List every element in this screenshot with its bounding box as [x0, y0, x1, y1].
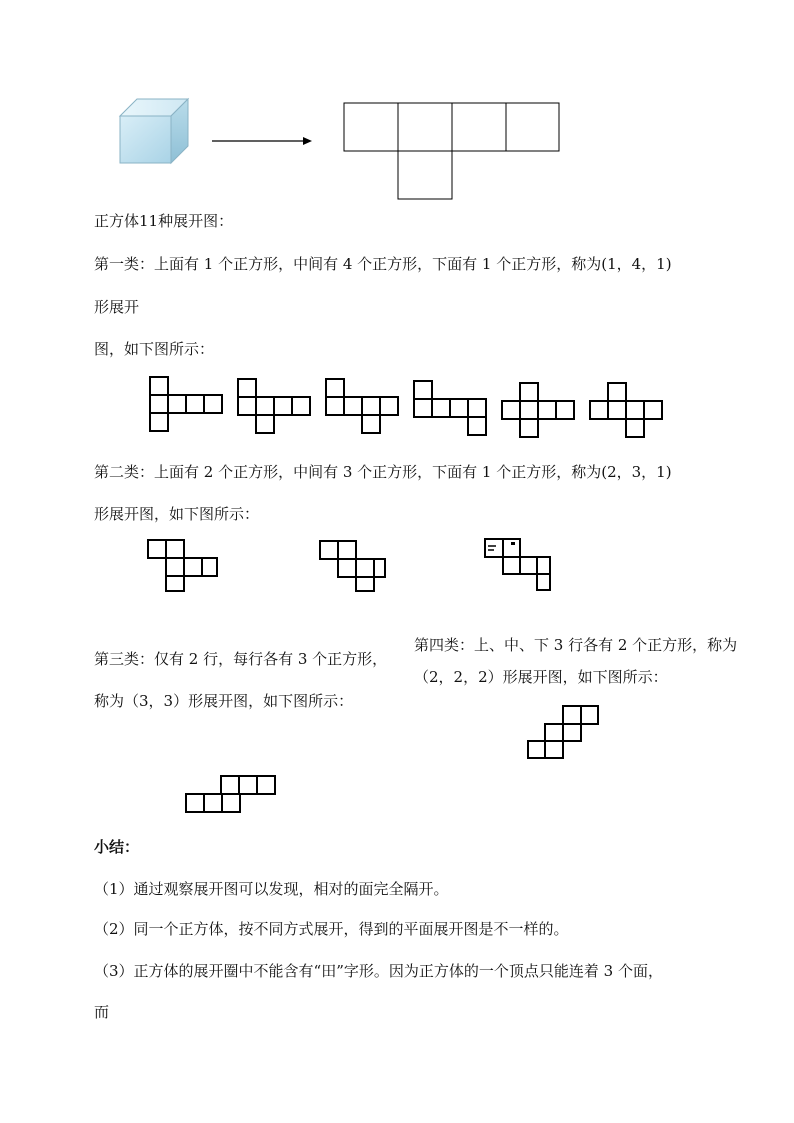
class1-line1: 第一类：上面有 1 个正方形，中间有 4 个正方形，下面有 1 个正方形，称为(1，4，1): [94, 255, 672, 273]
cube-net-large: [344, 103, 559, 199]
class4-line1: 第四类：上、中、下 3 行各有 2 个正方形，称为: [414, 636, 738, 654]
class3-line2: 称为（3，3）形展开图，如下图所示：: [94, 692, 354, 710]
net-231-2: [320, 541, 385, 591]
cube-illustration: [120, 99, 188, 163]
net-141-6: [590, 383, 662, 437]
summary-item-3: （3）正方体的展开圈中不能含有“田”字形。因为正方体的一个顶点只能连着 3 个面，: [94, 962, 663, 980]
class4-line2: （2，2，2）形展开图，如下图所示：: [414, 668, 668, 686]
arrow: [212, 137, 312, 145]
class2-line2: 形展开图，如下图所示：: [94, 505, 260, 523]
summary-item-1: （1）通过观察展开图可以发现，相对的面完全隔开。: [94, 880, 449, 898]
class1-line2: 形展开: [94, 298, 140, 316]
class2-line1: 第二类：上面有 2 个正方形，中间有 3 个正方形，下面有 1 个正方形，称为(2，3，1): [94, 463, 672, 481]
heading-eleven-nets: 正方体11种展开图：: [94, 212, 234, 230]
net-141-2: [238, 379, 310, 433]
net-222: [528, 706, 598, 758]
net-141-3: [326, 379, 398, 433]
net-33: [186, 776, 275, 812]
net-141-1: [150, 377, 222, 431]
summary-trailing: 而: [94, 1003, 110, 1021]
net-231-3: [485, 539, 550, 590]
net-141-5: [502, 383, 574, 437]
class1-line3: 图，如下图所示：: [94, 340, 215, 358]
summary-title: 小结：: [94, 838, 140, 856]
net-141-4: [414, 381, 486, 435]
summary-item-2: （2）同一个正方体，按不同方式展开，得到的平面展开图是不一样的。: [94, 920, 569, 938]
net-231-1: [148, 540, 217, 591]
class3-line1: 第三类：仅有 2 行，每行各有 3 个正方形，: [94, 650, 388, 668]
